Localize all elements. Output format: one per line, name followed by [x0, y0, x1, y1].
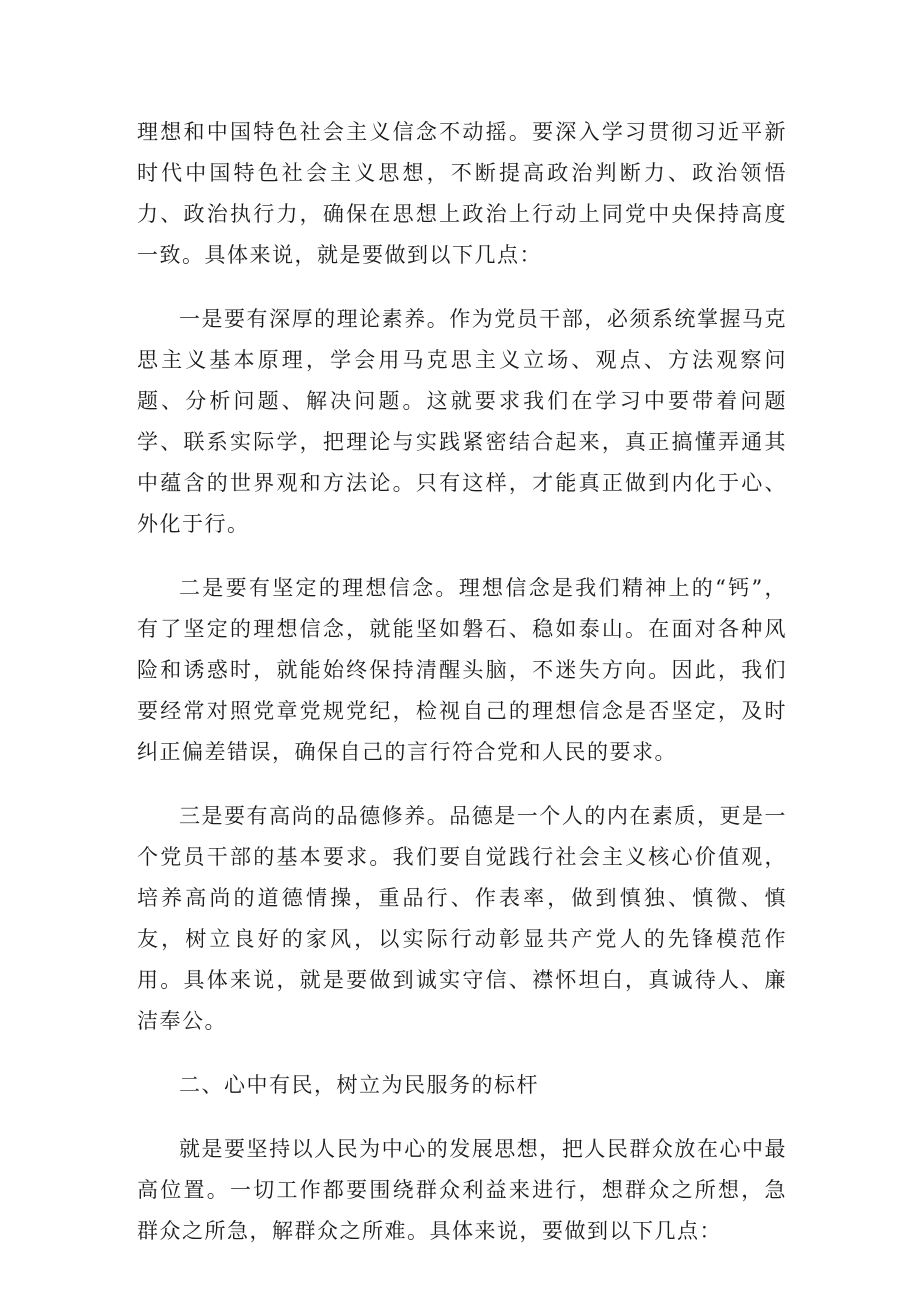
- section-heading: 二、心中有民，树立为民服务的标杆: [179, 1073, 539, 1097]
- paragraph-morality: 三是要有高尚的品德修养。品德是一个人的内在素质，更是一个党员干部的基本要求。我们要自觉践行社会主义核心价值观，培养高尚的道德情操，重品行、作表率，做到慎独、慎微、慎友，树立良好的家风，以实际行动彰显共产党人的先锋模范作用。具体来说，就是要做到诚实守信、襟怀坦白，真诚待人、廉洁奉公。: [137, 804, 787, 1033]
- document-body: [137, 112, 787, 1275]
- paragraph-people-centered: 就是要坚持以人民为中心的发展思想，把人民群众放在心中最高位置。一切工作都要围绕群众利益来进行，想群众之所想，急群众之所急，解群众之所难。具体来说，要做到以下几点：: [137, 1137, 787, 1243]
- paragraph-theory: 一是要有深厚的理论素养。作为党员干部，必须系统掌握马克思主义基本原理，学会用马克思主义立场、观点、方法观察问题、分析问题、解决问题。这就要求我们在学习中要带着问题学、联系实际学，把理论与实践紧密结合起来，真正搞懂弄通其中蕴含的世界观和方法论。只有这样，才能真正做到内化于心、外化于行。: [137, 307, 787, 536]
- paragraph-continuation: 理想和中国特色社会主义信念不动摇。要深入学习贯彻习近平新时代中国特色社会主义思想，不断提高政治判断力、政治领悟力、政治执行力，确保在思想上政治上行动上同党中央保持高度一致。具体来说，就是要做到以下几点：: [137, 120, 787, 267]
- paragraph-ideals: 二是要有坚定的理想信念。理想信念是我们精神上的“钙”，有了坚定的理想信念，就能坚如磐石、稳如泰山。在面对各种风险和诱惑时，就能始终保持清醒头脑，不迷失方向。因此，我们要经常对照党章党规党纪，检视自己的理想信念是否坚定，及时纠正偏差错误，确保自己的言行符合党和人民的要求。: [137, 576, 787, 764]
